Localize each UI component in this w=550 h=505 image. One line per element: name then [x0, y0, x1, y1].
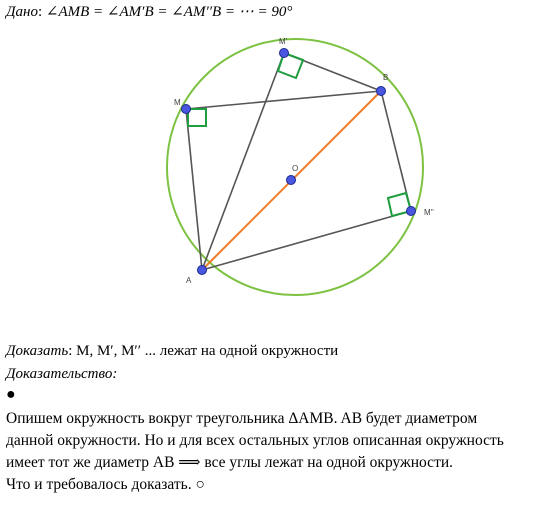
label-M2: M''	[424, 208, 434, 217]
point-M2	[407, 207, 416, 216]
proof-text	[6, 408, 546, 496]
label-M: M	[174, 98, 181, 107]
point-M	[182, 105, 191, 114]
proof-header: Доказательство	[6, 366, 113, 382]
proof-line: данной окружности. Но и для всех остальных углов описанная окружность	[6, 432, 504, 449]
proof-line: Что и требовалось доказать. ○	[6, 476, 205, 493]
label-B: B	[383, 73, 389, 82]
label-O: O	[292, 164, 299, 173]
given-label: Дано	[6, 4, 38, 20]
prove-line: Доказать: M, M′, M′′ ... лежат на одной окружности	[6, 343, 339, 359]
segment-AM2	[202, 211, 411, 270]
point-M1	[280, 49, 289, 58]
segment-AM1	[202, 53, 284, 270]
point-B	[377, 87, 386, 96]
proof-line: имеет тот же диаметр AB ⟹ все углы лежат на одной окружности.	[6, 454, 454, 471]
proof-header-line: Доказательство:	[6, 366, 118, 382]
prove-statement: M, M′, M′′ ... лежат на одной окружности	[76, 343, 339, 359]
proof-line: Опишем окружность вокруг треугольника ΔAMB. AB будет диаметром	[6, 410, 478, 427]
right-angle-mark-M	[188, 109, 206, 126]
label-A: A	[186, 276, 192, 285]
given-line: Дано: ∠AMB = ∠AM′B = ∠AM′′B = ⋯ = 90°	[6, 4, 293, 20]
segment-MB	[186, 91, 381, 109]
prove-label: Доказать	[6, 343, 69, 359]
point-O	[287, 176, 296, 185]
proof-bullet: ●	[6, 386, 16, 403]
given-statement: ∠AMB = ∠AM′B = ∠AM′′B = ⋯ = 90°	[45, 4, 293, 20]
label-M1: M'	[279, 37, 288, 46]
point-A	[198, 266, 207, 275]
